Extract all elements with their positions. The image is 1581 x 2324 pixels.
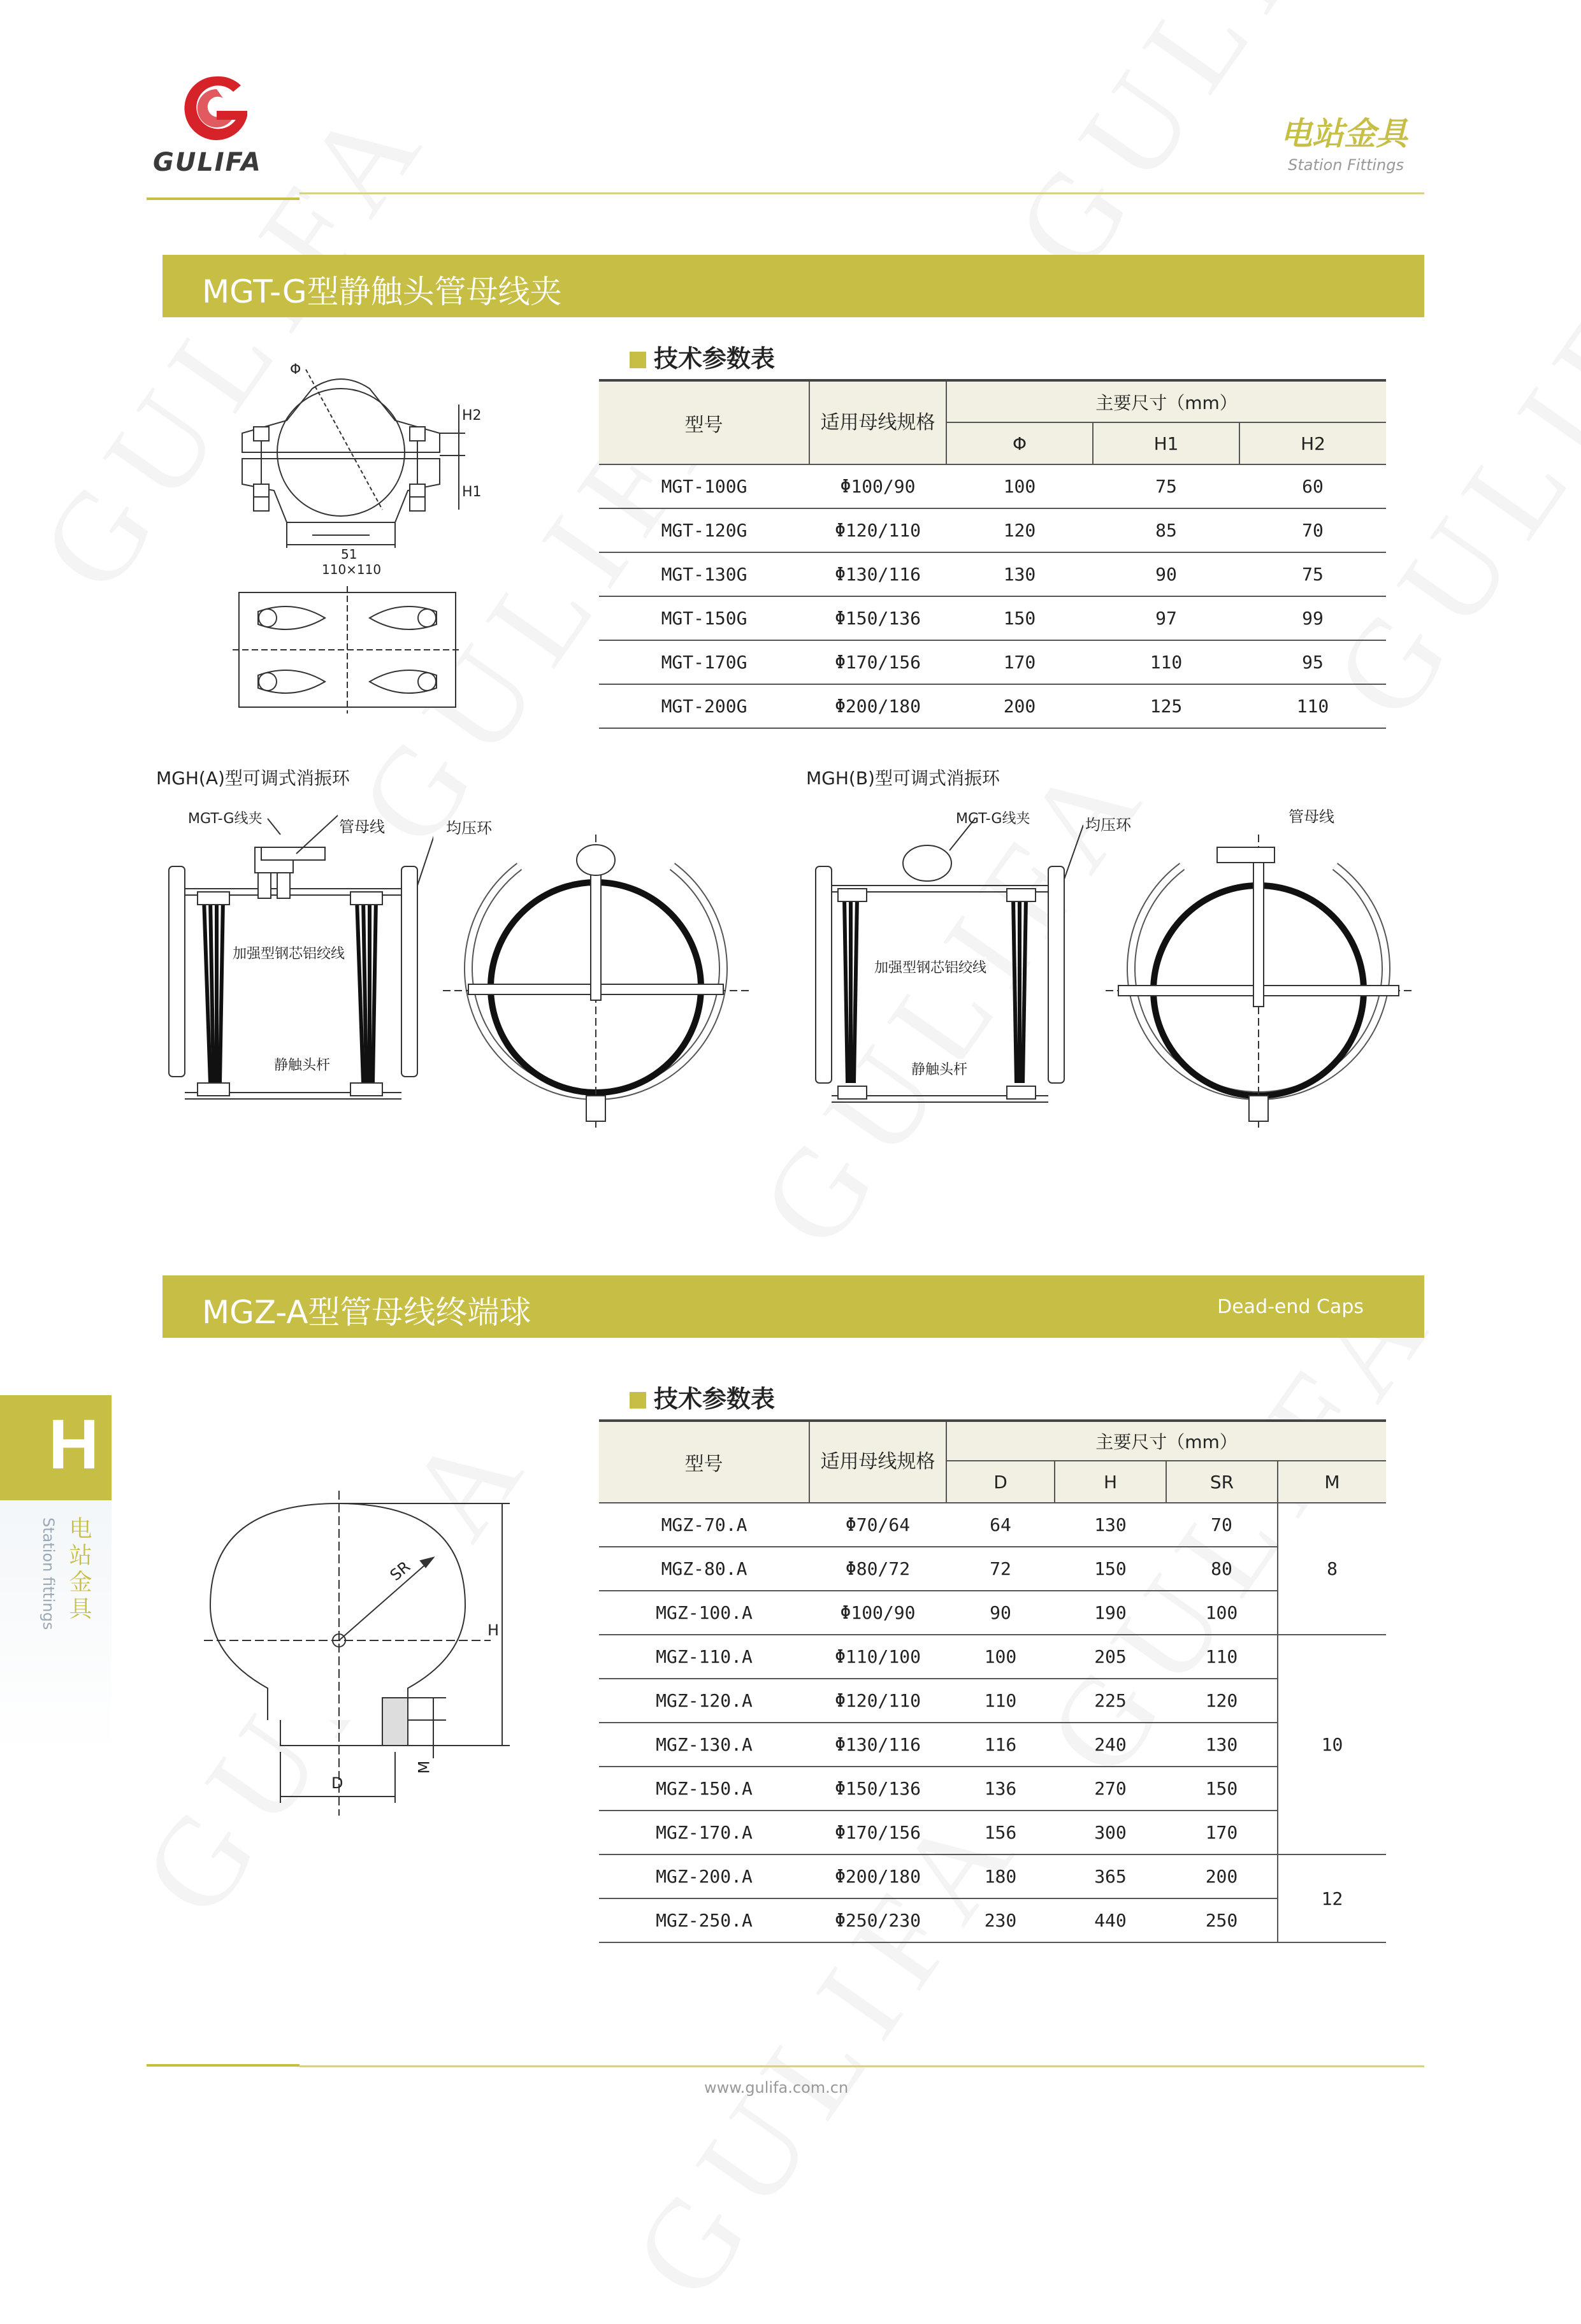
ring-b-wire-label: 加强型钢芯铝绞线 (874, 957, 986, 977)
ring-b-clamp-label: MGT-G线夹 (956, 811, 1030, 827)
ring-b-ring-label: 均压环 (1085, 816, 1131, 834)
footer-divider-left (147, 2064, 300, 2067)
table-row: MGZ-100.A Φ100/90 90 190 100 (599, 1591, 1386, 1635)
header-divider (300, 192, 1424, 194)
category-en: Station Fittings (1288, 156, 1404, 174)
ring-b-title: MGH(B)型可调式消振环 (806, 768, 1000, 789)
footer-url: www.gulifa.com.cn (704, 2079, 849, 2097)
clamp-h2-label: H2 (462, 408, 482, 424)
subcol-phi: Φ (946, 422, 1093, 464)
table-row: MGZ-200.A Φ200/180 180 365 200 12 (599, 1854, 1386, 1898)
section1-banner (162, 255, 1424, 317)
table-row: MGT-100G Φ100/90 100 75 60 (599, 464, 1386, 508)
subcol-d: D (946, 1461, 1055, 1503)
ring-a-ring-label: 均压环 (446, 819, 492, 837)
clamp-phi-label: Φ (290, 362, 301, 378)
table-row: MGZ-130.A Φ130/116 116 240 130 (599, 1723, 1386, 1767)
brand-name: GULIFA (153, 148, 262, 177)
cap-sr-label: SR (386, 1558, 414, 1584)
table-row: MGT-150G Φ150/136 150 97 99 (599, 596, 1386, 640)
square-bullet-icon (630, 1392, 646, 1409)
category-cn: 电站金具 (1280, 115, 1408, 152)
table-row: MGZ-110.A Φ110/100 100 205 110 10 (599, 1635, 1386, 1679)
cap-m-label: M (415, 1760, 433, 1774)
m-group-cell: 12 (1278, 1854, 1386, 1942)
clamp-dim-110: 110×110 (322, 562, 382, 577)
gulifa-logo-icon (172, 70, 261, 147)
ring-a-clamp-label: MGT-G线夹 (188, 811, 263, 827)
clamp-h1-label: H1 (462, 484, 482, 500)
side-tab-letter: H (48, 1405, 99, 1484)
table-row: MGZ-170.A Φ170/156 156 300 170 (599, 1811, 1386, 1854)
col-bus: 适用母线规格 (809, 1421, 946, 1503)
col-model: 型号 (599, 380, 809, 464)
dead-end-cap-drawing (191, 1478, 535, 1835)
side-tab-en: Station fittings (40, 1517, 57, 1630)
section1-table-heading: 技术参数表 (630, 339, 775, 374)
ring-a-front-drawing (443, 828, 749, 1134)
col-model: 型号 (599, 1421, 809, 1503)
subcol-h1: H1 (1093, 422, 1239, 464)
table-row: MGT-130G Φ130/116 130 90 75 (599, 552, 1386, 596)
ring-a-wire-label: 加强型钢芯铝绞线 (233, 943, 345, 963)
cap-h-label: H (487, 1621, 500, 1639)
subcol-h: H (1055, 1461, 1166, 1503)
square-bullet-icon (630, 352, 646, 368)
table-row: MGZ-70.A Φ70/64 64 130 70 8 (599, 1503, 1386, 1547)
m-group-cell: 10 (1278, 1635, 1386, 1854)
subcol-h2: H2 (1239, 422, 1386, 464)
header-divider-left (147, 197, 300, 200)
section2-table-heading: 技术参数表 (630, 1379, 775, 1414)
section2-subtitle: Dead-end Caps (1217, 1296, 1364, 1318)
cap-d-label: D (331, 1774, 343, 1792)
table-row: MGZ-150.A Φ150/136 136 270 150 (599, 1767, 1386, 1811)
footer-divider (300, 2065, 1424, 2067)
section2-banner (162, 1275, 1424, 1338)
section2-spec-table (599, 1419, 1386, 1943)
table-row: MGZ-250.A Φ250/230 230 440 250 (599, 1898, 1386, 1942)
clamp-dim-51: 51 (341, 547, 357, 562)
section1-title: MGT-G型静触头管母线夹 (202, 273, 562, 310)
clamp-drawing (223, 357, 503, 714)
ring-a-rod-label: 静触头杆 (274, 1054, 330, 1074)
section1-spec-table (599, 379, 1386, 729)
ring-a-side-drawing (153, 803, 433, 1134)
ring-b-rod-label: 静触头杆 (911, 1059, 967, 1079)
ring-b-front-drawing (1106, 828, 1411, 1134)
col-dims: 主要尺寸（mm） (946, 1421, 1386, 1461)
col-bus: 适用母线规格 (809, 380, 946, 464)
table-row: MGZ-80.A Φ80/72 72 150 80 (599, 1547, 1386, 1591)
table-row: MGT-170G Φ170/156 170 110 95 (599, 640, 1386, 684)
ring-a-tube-label: 管母线 (339, 818, 385, 836)
m-group-cell: 8 (1278, 1503, 1386, 1635)
side-tab (0, 1395, 112, 1752)
table-row: MGT-200G Φ200/180 200 125 110 (599, 684, 1386, 728)
side-tab-cn: 电站金具 (66, 1516, 92, 1623)
subcol-m: M (1278, 1461, 1386, 1503)
side-tab-letter-box (0, 1395, 112, 1500)
section2-title: MGZ-A型管母线终端球 (202, 1294, 531, 1331)
table-row: MGT-120G Φ120/110 120 85 70 (599, 508, 1386, 552)
subcol-sr: SR (1166, 1461, 1278, 1503)
table-row: MGZ-120.A Φ120/110 110 225 120 (599, 1679, 1386, 1723)
col-dims: 主要尺寸（mm） (946, 380, 1386, 422)
ring-b-tube-label: 管母线 (1289, 808, 1334, 826)
ring-a-title: MGH(A)型可调式消振环 (156, 768, 350, 789)
